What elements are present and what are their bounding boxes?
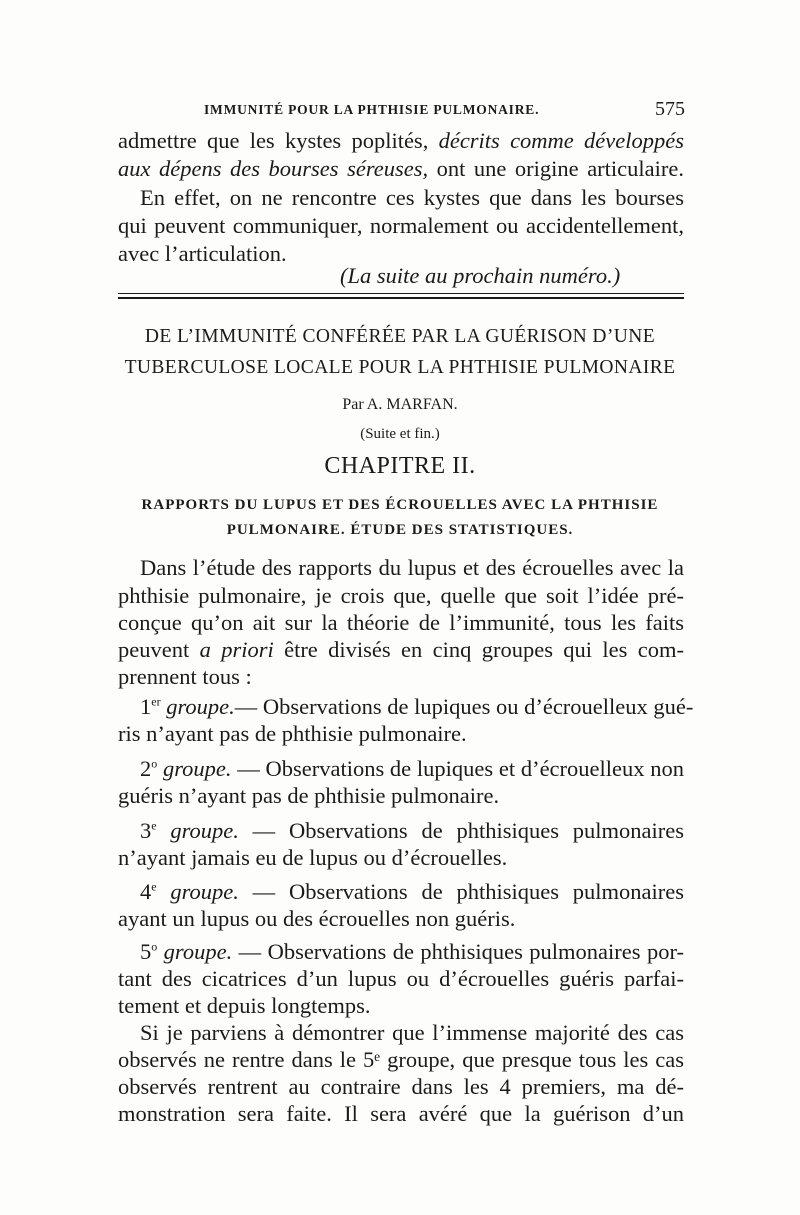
- article-title-line-2: TUBERCULOSE LOCALE POUR LA PHTHISIE PULMONAIRE: [124, 357, 676, 378]
- divider-rule-top: [118, 293, 684, 294]
- page-number: 575: [655, 98, 685, 120]
- group-2-line-1: [140, 755, 684, 782]
- group-3-number: 3: [140, 818, 152, 843]
- group-4-line-1: [140, 878, 684, 905]
- group-2-line-2: guéris n’ayant pas de phthisie pulmonaire.: [118, 783, 500, 808]
- group-2-number: 2: [140, 756, 152, 781]
- intro-line-4-italic: a priori: [199, 637, 274, 662]
- group-4-sup: e: [151, 879, 157, 894]
- prev-line-2: [118, 155, 684, 182]
- chapter-heading: CHAPITRE II.: [324, 453, 476, 479]
- prev-line-2-roman: ont une origine articulaire.: [428, 156, 684, 181]
- section-heading-line-1: RAPPORTS DU LUPUS ET DES ÉCROUELLES AVEC LA PHTHISIE: [141, 497, 659, 513]
- group-5-text: — Observations de phthisiques pulmonaires por-: [232, 939, 684, 964]
- closing-line-1: Si je parviens à démontrer que l’immense majorité des cas: [140, 1020, 684, 1045]
- group-3-text: — Observations de phthisiques pulmonaires: [238, 818, 684, 843]
- intro-line-5: prennent tous :: [118, 664, 252, 689]
- group-5-sup: o: [151, 939, 158, 954]
- group-3-line-2: n’ayant jamais eu de lupus ou d’écrouelles.: [118, 845, 508, 870]
- prev-line-1-roman: admettre que les kystes poplités,: [118, 128, 439, 153]
- group-5-label: groupe.: [157, 939, 233, 964]
- byline: Par A. MARFAN.: [342, 396, 458, 413]
- closing-line-3: observés rentrent au contraire dans les 4 premiers, ma dé-: [118, 1074, 684, 1099]
- intro-line-4-a: peuvent: [118, 637, 200, 662]
- intro-line-2: phthisie pulmonaire, je crois que, quelle que soit l’idée pré-: [118, 583, 684, 608]
- divider-rule-bottom: [118, 297, 684, 299]
- group-4-number: 4: [140, 879, 152, 904]
- closing-line-2: observés ne rentre dans le 5ᵉ groupe, que presque tous les cas: [118, 1047, 684, 1072]
- prev-line-1: [118, 127, 684, 154]
- continuation-note: (Suite et fin.): [360, 426, 440, 442]
- group-2-text: — Observations de lupiques et d’écrouelleux non: [231, 756, 684, 781]
- group-1-text: — Observations de lupiques ou d’écrouelleux gué-: [234, 694, 694, 719]
- group-1-sup: er: [151, 694, 161, 709]
- continued-note: (La suite au prochain numéro.): [340, 263, 621, 288]
- running-title: IMMUNITÉ POUR LA PHTHISIE PULMONAIRE.: [204, 102, 540, 117]
- intro-line-4-c: être divisés en cinq groupes qui les com-: [273, 637, 684, 662]
- group-4-text: — Observations de phthisiques pulmonaires: [238, 879, 684, 904]
- group-1-number: 1: [140, 694, 152, 719]
- group-5-line-3: tement et depuis longtemps.: [118, 993, 371, 1018]
- group-1-line-2: ris n’ayant pas de phthisie pulmonaire.: [118, 721, 467, 746]
- group-1-label: groupe.: [160, 694, 235, 719]
- group-3-sup: e: [151, 818, 157, 833]
- article-title-line-1: DE L’IMMUNITÉ CONFÉRÉE PAR LA GUÉRISON D’UNE: [144, 326, 656, 347]
- group-3-line-1: [140, 817, 684, 844]
- intro-line-4: [118, 636, 684, 663]
- section-heading-line-2: PULMONAIRE. ÉTUDE DES STATISTIQUES.: [226, 522, 574, 538]
- prev-line-5: avec l’articulation.: [118, 241, 287, 266]
- group-4-label: groupe.: [156, 879, 239, 904]
- prev-line-2-italic: aux dépens des bourses séreuses,: [118, 156, 429, 181]
- group-2-sup: o: [151, 756, 158, 771]
- group-5-line-1: [140, 938, 684, 965]
- closing-line-4: monstration sera faite. Il sera avéré que la guérison d’un: [118, 1101, 684, 1126]
- prev-line-4: qui peuvent communiquer, normalement ou accidentellement,: [118, 213, 684, 238]
- intro-line-1: Dans l’étude des rapports du lupus et des écrouelles avec la: [140, 555, 684, 580]
- group-5-line-2: tant des cicatrices d’un lupus ou d’écrouelles guéris parfai-: [118, 966, 684, 991]
- prev-line-3: En effet, on ne rencontre ces kystes que dans les bourses: [140, 185, 684, 210]
- group-4-line-2: ayant un lupus ou des écrouelles non guéris.: [118, 906, 516, 931]
- group-2-label: groupe.: [157, 756, 232, 781]
- running-header: [118, 98, 685, 122]
- group-1-line-1: [140, 693, 694, 720]
- group-3-label: groupe.: [156, 818, 239, 843]
- intro-line-3: conçue qu’on ait sur la théorie de l’immunité, tous les faits: [118, 610, 684, 635]
- prev-line-1-italic: décrits comme développés: [438, 128, 684, 153]
- group-5-number: 5: [140, 939, 152, 964]
